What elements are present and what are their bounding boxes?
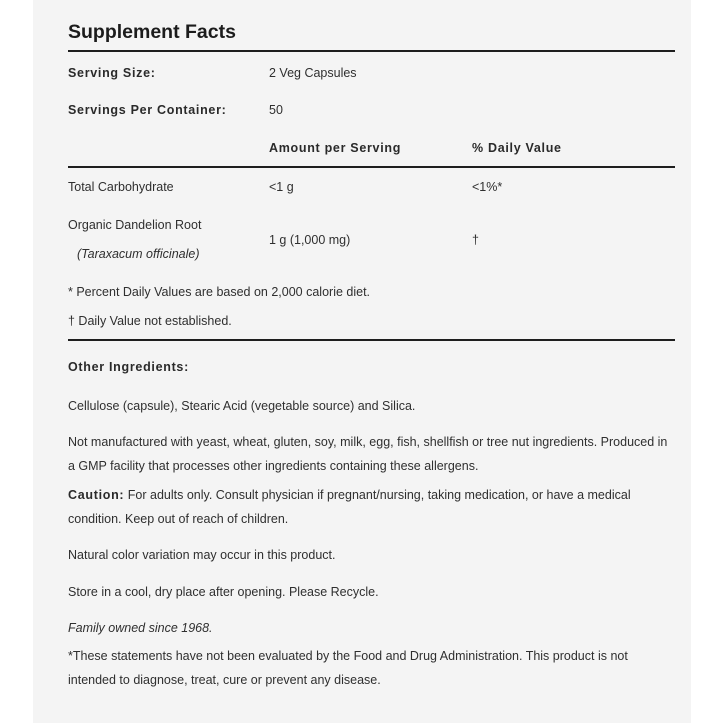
caution-text: For adults only. Consult physician if pregnant/nursing, taking medication, or have a medical condition. Keep out of reach of children. — [68, 488, 631, 526]
nutrient-amount: <1 g — [269, 180, 294, 194]
serving-size-label: Serving Size: — [68, 66, 156, 80]
color-variation-note: Natural color variation may occur in this product. — [68, 548, 336, 562]
nutrient-daily-value: <1%* — [472, 180, 503, 194]
storage-instructions: Store in a cool, dry place after opening. Please Recycle. — [68, 585, 379, 599]
serving-size-value: 2 Veg Capsules — [269, 66, 357, 80]
daily-value-column-header: % Daily Value — [472, 141, 562, 155]
facts-bottom-divider — [68, 339, 675, 341]
fda-disclaimer: *These statements have not been evaluated by the Food and Drug Administration. This product is not intended to diagnose, treat, cure or prevent any disease. — [68, 649, 628, 687]
ingredient-latin-name: (Taraxacum officinale) — [77, 247, 200, 261]
family-owned-note: Family owned since 1968. — [68, 621, 213, 635]
servings-per-container-label: Servings Per Container: — [68, 103, 227, 117]
title-divider — [68, 50, 675, 52]
other-ingredients-heading: Other Ingredients: — [68, 360, 189, 374]
page-title: Supplement Facts — [68, 21, 236, 43]
other-ingredients-text: Cellulose (capsule), Stearic Acid (vegetable source) and Silica. — [68, 399, 416, 413]
amount-column-header: Amount per Serving — [269, 141, 402, 155]
header-divider — [68, 166, 675, 168]
servings-per-container-value: 50 — [269, 103, 283, 117]
caution-label: Caution: — [68, 488, 125, 502]
percent-daily-footnote: * Percent Daily Values are based on 2,000 calorie diet. — [68, 285, 371, 299]
allergen-statement: Not manufactured with yeast, wheat, gluten, soy, milk, egg, fish, shellfish or tree nut ingredients. Produced in a GMP facility that processes other ingredients containing these allergens. — [68, 435, 668, 473]
caution-statement — [68, 483, 676, 531]
ingredient-amount: 1 g (1,000 mg) — [269, 233, 351, 247]
nutrient-name: Total Carbohydrate — [68, 180, 174, 194]
dagger-footnote: † Daily Value not established. — [68, 314, 232, 328]
ingredient-daily-value: † — [472, 233, 479, 247]
ingredient-name: Organic Dandelion Root — [68, 218, 202, 232]
